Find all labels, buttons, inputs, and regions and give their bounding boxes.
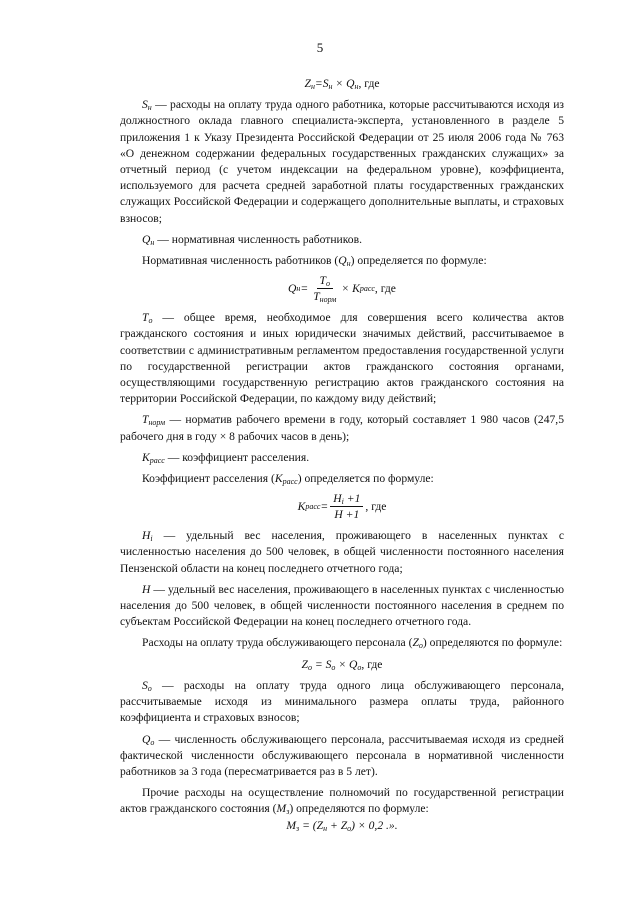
mz-intro: Прочие расходы на осуществление полномочий по государственной регистрации актов гражданского состояния $(M_з)$ определяются по формуле:: [120, 786, 564, 817]
definition-qo: $Q_о$ — численность обслуживающего персонала, рассчитываемая исходя из средней фактической численности обслуживающего персонала в нормативной численности работников за 3 года (пересматривается раз в 5 лет).: [120, 732, 564, 778]
definition-qn: $Q_н$ — нормативная численность работников.: [142, 232, 362, 247]
zo-intro: Расходы на оплату труда обслуживающего персонала $(Z_о)$ определяются по формуле:: [142, 636, 563, 651]
formula-mz: $M_з = (Z_н + Z_о) \times 0,2$ .».: [286, 818, 398, 833]
definition-to: $T_о$ — общее время, необходимое для совершения всего количества актов гражданского состояния и иных юридически значимых действий, рассчитываемое в соответствии с административным регламентом предоставления государственной услуги по государственной регистрации актов гражданского состояния органами, осуществляющими государственную регистрацию актов гражданского состояния на территории Российской Федерации, по каждому виду действий;: [120, 311, 564, 406]
definition-ni: $Н_i$ — удельный вес населения, проживающего в населенных пунктах с численностью населения до 500 человек, в общей численности постоянного населения Пензенской области на конец последнего отчетного года;: [120, 529, 564, 575]
document-body: [120, 76, 564, 834]
formula-zo: $Z_о = S_о \times Q_о$, где: [301, 657, 383, 672]
definition-sn: $S_н$ — расходы на оплату труда одного работника, которые рассчитываются исходя из должностного оклада главного специалиста-эксперта, установленного в разделе 5 приложения 1 к Указу Президента Российской Федерации от 25 июля 2006 года № 763 «О денежном содержании федеральных государственных гражданских служащих» за отчетный период (с учетом индексации на федеральном уровне), коэффициента, используемого для расчета средней заработной платы государственных гражданских служащих Российской Федерации и содержащего дополнительные выплаты, и страховых взносов;: [120, 98, 564, 225]
formula-qn: Q н = $\frac{T_о}{T_{норм}}$ × K расс , где: [288, 274, 396, 305]
definition-n: Н — удельный вес населения, проживающего в населенных пунктах с численностью населения до 500 человек, в общей численности постоянного населения в среднем по субъектам Российской Федерации на конец последнего отчетного года.: [120, 582, 564, 629]
formula-zn: $Z_н=S_н \times Q_н$, где: [304, 77, 380, 91]
definition-tnorm: $T_{норм}$ — норматив рабочего времени в году, который составляет 1 980 часов (247,5 рабочего дня в году × 8 рабочих часов в день);: [120, 413, 564, 443]
formula-krass: K расс = $\frac{Н_i +1}{Н +1}$ , где: [297, 492, 387, 522]
page-number: 5: [316, 40, 324, 55]
definition-krass: $K_{расс}$ — коэффициент расселения.: [142, 450, 310, 465]
krass-intro: Коэффициент расселения $(K_{расс})$ определяется по формуле:: [142, 472, 434, 487]
qn-intro: Нормативная численность работников $(Q_н)$ определяется по формуле:: [142, 254, 487, 269]
definition-so: $S_о$ — расходы на оплату труда одного лица обслуживающего персонала, рассчитываемые исходя из минимального размера оплаты труда, районного коэффициента и страховых взносов;: [120, 678, 564, 725]
